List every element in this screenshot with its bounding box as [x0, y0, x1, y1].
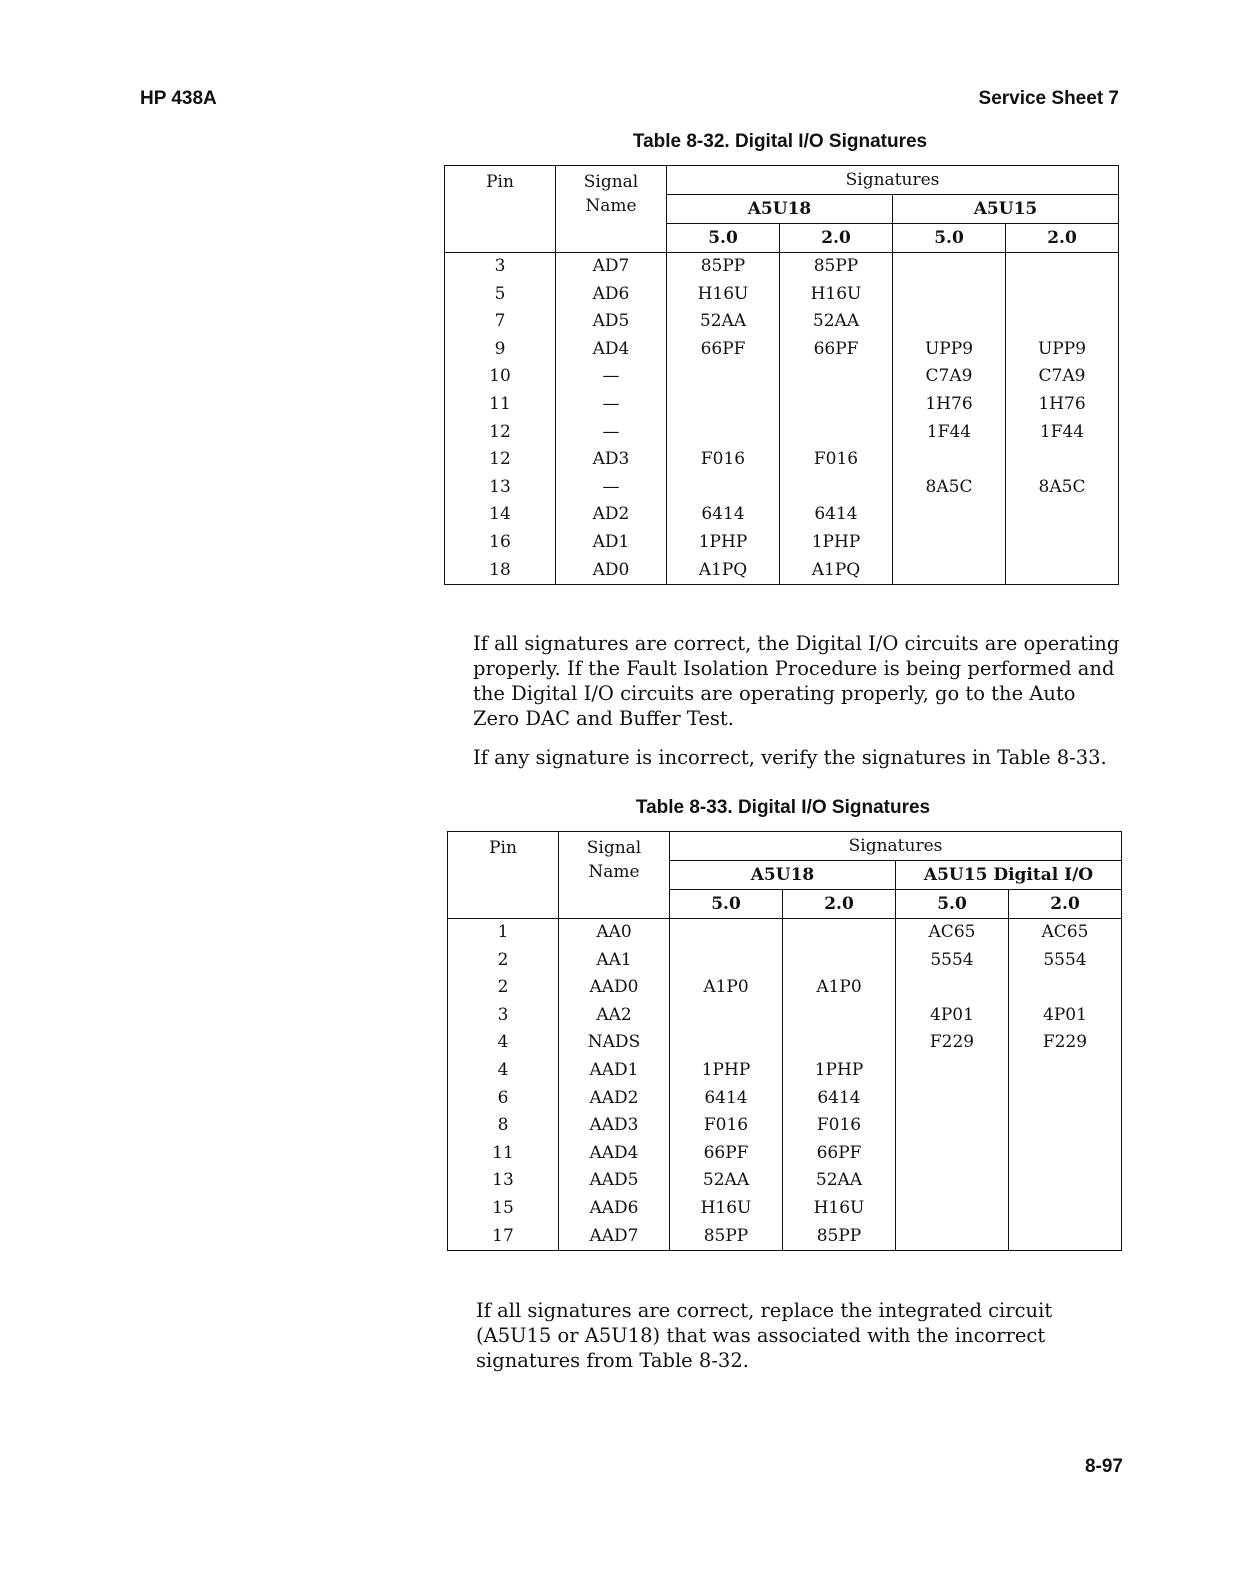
sig-a5u15-2v-cell	[1006, 446, 1119, 474]
table-row	[448, 1002, 1122, 1030]
signal-header-line2: Name	[585, 196, 637, 216]
sig-a5u15-5v-cell: 5554	[896, 947, 1009, 975]
sig-a5u15-2v-cell: C7A9	[1006, 363, 1119, 391]
sig-a5u18-2v-cell: A1P0	[783, 974, 896, 1002]
signal-name-cell: AD3	[556, 446, 667, 474]
table-8-33-caption: Table 8-33. Digital I/O Signatures	[635, 797, 931, 818]
sig-a5u18-5v-cell	[670, 1002, 783, 1030]
signal-name-cell: —	[556, 474, 667, 502]
sig-a5u15-5v-cell	[893, 529, 1006, 557]
sig-a5u15-5v-cell: UPP9	[893, 336, 1006, 364]
table-8-33	[447, 831, 1122, 1251]
pin-cell: 8	[448, 1112, 559, 1140]
pin-cell: 11	[448, 1140, 559, 1168]
pin-cell: 2	[448, 974, 559, 1002]
table-row	[448, 1029, 1122, 1057]
sig-a5u18-5v-cell: 85PP	[667, 253, 780, 281]
pin-cell: 5	[445, 281, 556, 309]
table-row	[448, 919, 1122, 947]
sig-a5u18-5v-cell: 52AA	[667, 308, 780, 336]
table-row	[445, 501, 1119, 529]
signal-name-cell: AAD2	[559, 1085, 670, 1113]
sig-a5u18-5v-cell: 66PF	[670, 1140, 783, 1168]
signal-name-cell: —	[556, 363, 667, 391]
sig-a5u18-2v-cell: H16U	[783, 1195, 896, 1223]
header-model: HP 438A	[140, 88, 217, 109]
pin-cell: 17	[448, 1223, 559, 1251]
sig-a5u18-2v-cell	[780, 363, 893, 391]
sig-a5u15-5v-cell: F229	[896, 1029, 1009, 1057]
signal-name-cell: AA1	[559, 947, 670, 975]
sig-a5u15-2v-cell: 1H76	[1006, 391, 1119, 419]
pin-cell: 3	[448, 1002, 559, 1030]
sig-a5u15-5v-cell	[896, 1223, 1009, 1251]
sig-a5u18-2v-cell: H16U	[780, 281, 893, 309]
sig-a5u18-2v-cell	[783, 919, 896, 947]
sig-a5u15-5v-cell: 1F44	[893, 419, 1006, 447]
sig-a5u15-5v-cell	[896, 1167, 1009, 1195]
sig-a5u18-2v-cell	[783, 1029, 896, 1057]
signal-name-cell: AD0	[556, 557, 667, 585]
table-row	[448, 1223, 1122, 1251]
table-row	[448, 1167, 1122, 1195]
header-section: Service Sheet 7	[978, 88, 1119, 109]
sig-a5u18-2v-cell	[783, 1002, 896, 1030]
table-8-32	[444, 165, 1119, 585]
table-row	[448, 947, 1122, 975]
pin-cell: 12	[445, 446, 556, 474]
signal-name-cell: AAD0	[559, 974, 670, 1002]
sig-a5u15-2v-cell	[1009, 1112, 1122, 1140]
signal-name-cell: AAD4	[559, 1140, 670, 1168]
table-row	[445, 391, 1119, 419]
group-a5u15-header: A5U15	[893, 195, 1119, 224]
sig-a5u15-5v-cell	[896, 974, 1009, 1002]
col-signal-name-header	[559, 832, 670, 919]
table-8-32-caption: Table 8-32. Digital I/O Signatures	[632, 131, 928, 152]
sub-2v-header: 2.0	[783, 890, 896, 919]
sig-a5u15-2v-cell	[1006, 529, 1119, 557]
table-row	[448, 1112, 1122, 1140]
sig-a5u18-2v-cell: 85PP	[783, 1223, 896, 1251]
sig-a5u18-5v-cell	[670, 919, 783, 947]
sig-a5u15-2v-cell	[1009, 1057, 1122, 1085]
sig-a5u18-2v-cell	[780, 474, 893, 502]
sig-a5u15-2v-cell	[1006, 253, 1119, 281]
pin-cell: 1	[448, 919, 559, 947]
table-row	[445, 474, 1119, 502]
sub-5v-header: 5.0	[667, 224, 780, 253]
group-a5u18-header: A5U18	[670, 861, 896, 890]
sig-a5u18-2v-cell	[780, 391, 893, 419]
sig-a5u15-2v-cell: F229	[1009, 1029, 1122, 1057]
sig-a5u15-5v-cell: AC65	[896, 919, 1009, 947]
pin-cell: 11	[445, 391, 556, 419]
paragraph-operating-properly: If all signatures are correct, the Digital I/O circuits are operating properly. If the Fault Isolation Procedure is being performed and the Digital I/O circuits are operating properly, go to the Auto Zero DAC and Buffer Test.	[473, 632, 1120, 730]
table-row	[445, 363, 1119, 391]
signal-name-cell: —	[556, 419, 667, 447]
signal-name-cell: AD6	[556, 281, 667, 309]
sig-a5u18-5v-cell: H16U	[667, 281, 780, 309]
sig-a5u15-2v-cell	[1009, 974, 1122, 1002]
sig-a5u15-2v-cell	[1009, 1085, 1122, 1113]
sig-a5u15-2v-cell	[1009, 1195, 1122, 1223]
table-row	[448, 1057, 1122, 1085]
sig-a5u18-2v-cell: 6414	[780, 501, 893, 529]
pin-cell: 9	[445, 336, 556, 364]
signal-name-cell: AAD5	[559, 1167, 670, 1195]
sub-2v-header: 2.0	[780, 224, 893, 253]
signal-name-cell: AAD7	[559, 1223, 670, 1251]
sig-a5u18-2v-cell: 85PP	[780, 253, 893, 281]
signal-header-line2: Name	[588, 862, 640, 882]
pin-cell: 12	[445, 419, 556, 447]
signal-name-cell: AA0	[559, 919, 670, 947]
table-row	[445, 336, 1119, 364]
table-row	[445, 557, 1119, 585]
sig-a5u15-5v-cell	[893, 446, 1006, 474]
signal-header-line1: Signal	[586, 838, 642, 858]
sig-a5u15-5v-cell: 8A5C	[893, 474, 1006, 502]
signal-name-cell: NADS	[559, 1029, 670, 1057]
sig-a5u18-5v-cell: A1P0	[670, 974, 783, 1002]
table-row	[448, 1195, 1122, 1223]
signatures-header: Signatures	[670, 832, 1122, 861]
sig-a5u15-2v-cell: 4P01	[1009, 1002, 1122, 1030]
signal-name-cell: AD5	[556, 308, 667, 336]
sig-a5u15-5v-cell	[896, 1085, 1009, 1113]
sig-a5u18-5v-cell: F016	[670, 1112, 783, 1140]
page-number: 8-97	[1084, 1456, 1123, 1477]
pin-cell: 4	[448, 1057, 559, 1085]
col-pin-header: Pin	[448, 832, 559, 919]
sig-a5u18-5v-cell: 1PHP	[667, 529, 780, 557]
sig-a5u18-5v-cell	[667, 474, 780, 502]
sig-a5u15-2v-cell	[1006, 501, 1119, 529]
sig-a5u15-5v-cell	[896, 1140, 1009, 1168]
sig-a5u15-5v-cell	[893, 308, 1006, 336]
pin-cell: 14	[445, 501, 556, 529]
sig-a5u15-5v-cell	[893, 253, 1006, 281]
paragraph-verify-signatures: If any signature is incorrect, verify the signatures in Table 8-33.	[473, 746, 1107, 769]
sig-a5u18-2v-cell: 66PF	[780, 336, 893, 364]
pin-cell: 6	[448, 1085, 559, 1113]
sig-a5u15-5v-cell	[896, 1195, 1009, 1223]
signal-name-cell: AAD1	[559, 1057, 670, 1085]
sig-a5u18-2v-cell: 52AA	[780, 308, 893, 336]
pin-cell: 13	[448, 1167, 559, 1195]
sig-a5u15-2v-cell: 8A5C	[1006, 474, 1119, 502]
pin-cell: 10	[445, 363, 556, 391]
sig-a5u15-2v-cell	[1006, 557, 1119, 585]
col-pin-header: Pin	[445, 166, 556, 253]
table-row	[445, 253, 1119, 281]
sig-a5u18-5v-cell	[670, 947, 783, 975]
sig-a5u15-5v-cell	[893, 501, 1006, 529]
pin-cell: 2	[448, 947, 559, 975]
sig-a5u15-2v-cell: 5554	[1009, 947, 1122, 975]
sig-a5u18-2v-cell: A1PQ	[780, 557, 893, 585]
table-row	[448, 974, 1122, 1002]
table-row	[445, 446, 1119, 474]
sub-2v-header: 2.0	[1009, 890, 1122, 919]
sig-a5u18-5v-cell	[667, 363, 780, 391]
pin-cell: 4	[448, 1029, 559, 1057]
group-a5u15-digital-io-header: A5U15 Digital I/O	[896, 861, 1122, 890]
sig-a5u18-5v-cell: 52AA	[670, 1167, 783, 1195]
sig-a5u18-5v-cell: 1PHP	[670, 1057, 783, 1085]
sig-a5u15-5v-cell	[893, 557, 1006, 585]
signatures-header: Signatures	[667, 166, 1119, 195]
col-signal-name-header	[556, 166, 667, 253]
pin-cell: 3	[445, 253, 556, 281]
signal-name-cell: AD4	[556, 336, 667, 364]
sig-a5u18-2v-cell	[780, 419, 893, 447]
pin-cell: 18	[445, 557, 556, 585]
pin-cell: 16	[445, 529, 556, 557]
sig-a5u18-5v-cell: H16U	[670, 1195, 783, 1223]
sig-a5u15-2v-cell	[1006, 308, 1119, 336]
paragraph-replace-ic: If all signatures are correct, replace the integrated circuit (A5U15 or A5U18) that was associated with the incorrect signatures from Table 8-32.	[476, 1299, 1053, 1372]
sub-2v-header: 2.0	[1006, 224, 1119, 253]
sig-a5u18-2v-cell: 52AA	[783, 1167, 896, 1195]
signal-name-cell: AD2	[556, 501, 667, 529]
signal-name-cell: AD1	[556, 529, 667, 557]
signal-name-cell: AA2	[559, 1002, 670, 1030]
sig-a5u15-5v-cell: 1H76	[893, 391, 1006, 419]
sig-a5u15-5v-cell: 4P01	[896, 1002, 1009, 1030]
table-row	[445, 419, 1119, 447]
sig-a5u18-5v-cell: 6414	[667, 501, 780, 529]
sig-a5u15-5v-cell	[896, 1057, 1009, 1085]
sig-a5u15-5v-cell	[893, 281, 1006, 309]
sig-a5u15-5v-cell: C7A9	[893, 363, 1006, 391]
sig-a5u18-5v-cell: F016	[667, 446, 780, 474]
pin-cell: 15	[448, 1195, 559, 1223]
signal-name-cell: —	[556, 391, 667, 419]
sig-a5u18-2v-cell	[783, 947, 896, 975]
sub-5v-header: 5.0	[896, 890, 1009, 919]
table-row	[445, 529, 1119, 557]
sig-a5u18-5v-cell	[667, 391, 780, 419]
sub-5v-header: 5.0	[670, 890, 783, 919]
sig-a5u18-5v-cell: 6414	[670, 1085, 783, 1113]
sig-a5u18-2v-cell: 6414	[783, 1085, 896, 1113]
sig-a5u15-5v-cell	[896, 1112, 1009, 1140]
table-row	[445, 308, 1119, 336]
sig-a5u18-2v-cell: 1PHP	[780, 529, 893, 557]
sig-a5u15-2v-cell	[1006, 281, 1119, 309]
sig-a5u18-2v-cell: 1PHP	[783, 1057, 896, 1085]
sig-a5u18-2v-cell: F016	[780, 446, 893, 474]
signal-name-cell: AD7	[556, 253, 667, 281]
signal-name-cell: AAD6	[559, 1195, 670, 1223]
sig-a5u15-2v-cell	[1009, 1223, 1122, 1251]
group-a5u18-header: A5U18	[667, 195, 893, 224]
sig-a5u15-2v-cell	[1009, 1140, 1122, 1168]
sig-a5u15-2v-cell: AC65	[1009, 919, 1122, 947]
table-row	[445, 281, 1119, 309]
sig-a5u18-5v-cell: A1PQ	[667, 557, 780, 585]
sig-a5u18-2v-cell: 66PF	[783, 1140, 896, 1168]
table-row	[448, 1140, 1122, 1168]
pin-cell: 13	[445, 474, 556, 502]
sig-a5u18-5v-cell	[667, 419, 780, 447]
table-row	[448, 1085, 1122, 1113]
sig-a5u15-2v-cell: 1F44	[1006, 419, 1119, 447]
sub-5v-header: 5.0	[893, 224, 1006, 253]
sig-a5u15-2v-cell: UPP9	[1006, 336, 1119, 364]
sig-a5u18-2v-cell: F016	[783, 1112, 896, 1140]
sig-a5u18-5v-cell	[670, 1029, 783, 1057]
pin-cell: 7	[445, 308, 556, 336]
signal-name-cell: AAD3	[559, 1112, 670, 1140]
sig-a5u18-5v-cell: 85PP	[670, 1223, 783, 1251]
sig-a5u18-5v-cell: 66PF	[667, 336, 780, 364]
sig-a5u15-2v-cell	[1009, 1167, 1122, 1195]
signal-header-line1: Signal	[583, 172, 639, 192]
